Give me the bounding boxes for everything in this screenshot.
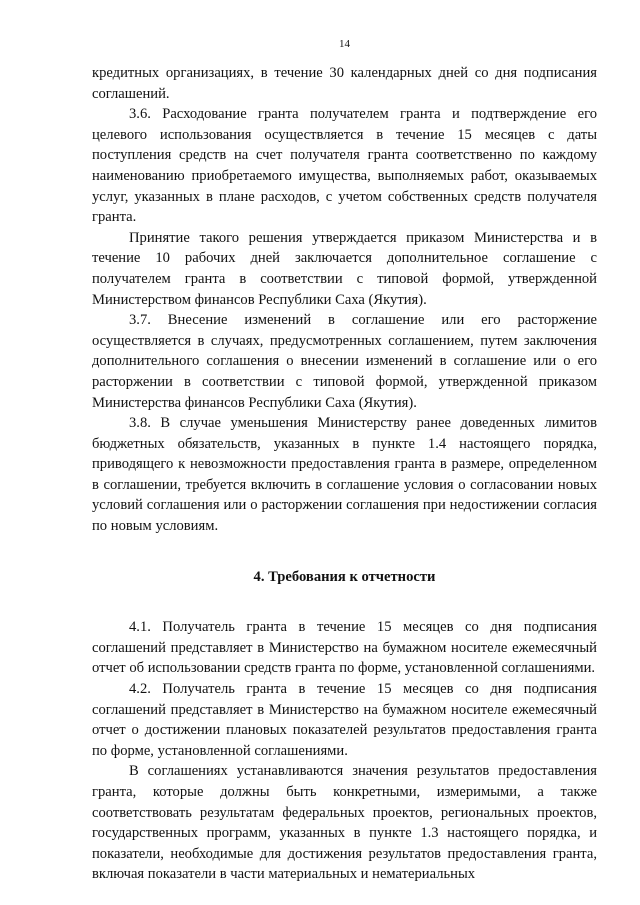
paragraph-3-8: 3.8. В случае уменьшения Министерству ранее доведенных лимитов бюджетных обязательств, указанных в пункте 1.4 настоящего порядка, приводящего к невозможности предоставления гранта в размере, определенном в соглашении, требуется включить в соглашение условия о согласовании новых условий соглашения или о расторжении соглашения при недостижении согласия по новым условиям. (92, 415, 597, 535)
paragraph-results: В соглашениях устанавливаются значения результатов предоставления гранта, которые должны быть конкретными, измеримыми, а также соответствовать результатам федеральных проектов, региональных проектов, государственных программ, указанных в пункте 1.3 настоящего порядка, и показатели, необходимые для достижения результатов предоставления гранта, включая показатели в части материальных и нематериальных (92, 763, 597, 883)
paragraph-4-1: 4.1. Получатель гранта в течение 15 месяцев со дня подписания соглашений представляет в Министерство на бумажном носителе ежемесячный отчет об использовании средств гранта по форме, установленной соглашениями. (92, 619, 597, 677)
paragraph-decision: Принятие такого решения утверждается приказом Министерства и в течение 10 рабочих дней заключается дополнительное соглашение с получателем гранта в соответствии с типовой формой, утвержденной Министерством финансов Республики Саха (Якутия). (92, 229, 597, 308)
document-body (92, 63, 597, 885)
paragraph-4-2: 4.2. Получатель гранта в течение 15 месяцев со дня подписания соглашений представляет в Министерство на бумажном носителе ежемесячный отчет о достижении плановых показателей результатов предоставления гранта по форме, установленной соглашениями. (92, 681, 597, 759)
paragraph-3-6: 3.6. Расходование гранта получателем гранта и подтверждение его целевого использования осуществляется в течение 15 месяцев с даты поступления средств на счет получателя гранта соответственно по каждому наименованию приобретаемого имущества, выполняемых работ, оказываемых услуг, указанных в плане расходов, с учетом собственных средств получателя гранта. (92, 106, 597, 226)
section-heading: 4. Требования к отчетности (253, 568, 436, 585)
paragraph-3-7: 3.7. Внесение изменений в соглашение или его расторжение осуществляется в случаях, предусмотренных соглашением, путем заключения дополнительного соглашения о внесении изменений в соглашение или о его расторжении в соответствии с типовой формой, утвержденной приказом Министерства финансов Республики Саха (Якутия). (92, 312, 597, 411)
page-number: 14 (339, 38, 350, 50)
paragraph-continuation: кредитных организациях, в течение 30 календарных дней со дня подписания соглашений. (92, 65, 597, 102)
